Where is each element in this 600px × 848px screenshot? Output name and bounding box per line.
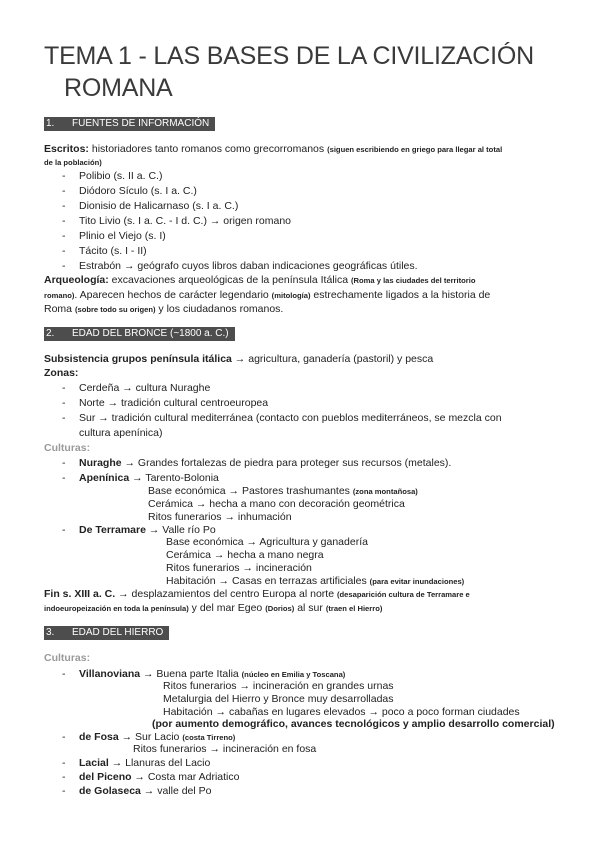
list-dash: - [62,170,66,182]
detail-note: (para evitar inundaciones) [369,577,465,586]
culture-name: de Golaseca [79,785,141,797]
fin-line-2 [44,602,382,615]
culture-name: Villanoviana [79,668,141,680]
detail-text: Base económica → Pastores trashumantes [148,485,353,497]
apeninica-ritos: Ritos funerarios → inhumación [148,511,292,523]
fin-label: Fin s. XIII a. C. [44,588,116,600]
fin-text: y del mar Egeo [188,602,266,614]
escritos-line [44,143,502,156]
arqueologia-line-2 [44,289,490,302]
culturas-hierro-label: Culturas: [44,652,91,664]
piceno-item [79,771,239,784]
list-dash: - [62,185,66,197]
escritos-text: historiadores tanto romanos como grecorromanos [88,143,328,155]
fin-note: (Dorios) [265,604,295,613]
list-dash: - [62,260,66,272]
arqueologia-text: y los ciudadanos romanos. [155,303,284,315]
section-heading-hierro [44,626,169,640]
terramare-ritos: Ritos funerarios → incineración [166,562,312,574]
culture-name: Apenínica [79,472,130,484]
arqueologia-text: excavaciones arqueológicas de la península Itálica [108,274,351,286]
author-item: Polibio (s. II a. C.) [79,170,163,182]
list-dash: - [62,457,66,469]
terramare-habitacion [166,575,464,588]
fin-note: indoeuropeización en toda la península) [44,604,189,613]
zonas-label: Zonas: [44,367,79,379]
villanoviana-metalurgia: Metalurgia del Hierro y Bronce muy desarrolladas [163,693,394,705]
escritos-label: Escritos: [44,143,89,155]
villanoviana-habitacion-note: (por aumento demográfico, avances tecnológicos y amplio desarrollo comercial) [152,718,555,730]
list-dash: - [62,757,66,769]
culture-name: De Terramare [79,524,146,536]
culture-text: → Llanuras del Lacio [108,757,211,769]
section-label: EDAD DEL BRONCE (~1800 a. C.) [72,328,229,339]
fin-note: (traen el Hierro) [325,604,383,613]
arqueologia-text: estrechamente ligados a la historia de [310,289,491,301]
zona-item-cont: cultura apenínica) [79,427,163,439]
villanoviana-habitacion: Habitación → cabañas en lugares elevados → poco a poco forman ciudades [163,706,520,718]
section-heading-bronce [44,327,235,341]
culture-name: Nuraghe [79,457,122,469]
list-dash: - [62,245,66,257]
subsistencia-text: → agricultura, ganadería (pastoril) y pesca [231,353,434,365]
list-dash: - [62,412,66,424]
zona-item: Sur → tradición cultural mediterránea (contacto con pueblos mediterráneos, se mezcla con [79,412,502,424]
terramare-base: Base económica → Agricultura y ganadería [166,536,368,548]
lacial-item [79,757,210,770]
culturas-label: Culturas: [44,442,91,454]
zona-item: Cerdeña → cultura Nuraghe [79,382,211,394]
arqueologia-line-3 [44,303,283,316]
culture-text: → Valle río Po [145,524,216,536]
culture-text: → Grandes fortalezas de piedra para proteger sus recursos (metales). [121,457,452,469]
arqueologia-text: Roma [44,303,75,315]
author-item: Dionisio de Halicarnaso (s. I a. C.) [79,200,239,212]
title-line-1: TEMA 1 - LAS BASES DE LA CIVILIZACIÓN [44,42,534,70]
nuraghe-item [79,457,451,470]
culture-note: (núcleo en Emilia y Toscana) [241,670,346,679]
list-dash: - [62,785,66,797]
list-dash: - [62,382,66,394]
subsistencia-label: Subsistencia grupos península itálica [44,353,232,365]
fin-line [44,588,470,601]
golaseca-item [79,785,212,798]
arqueologia-note: (Roma y las ciudades del territorio [351,276,476,285]
author-item: Plinio el Viejo (s. I) [79,230,166,242]
arqueologia-note: (sobre todo su origen) [74,305,156,314]
author-item: Diódoro Sículo (s. I a. C.) [79,185,197,197]
author-item: Estrabón → geógrafo cuyos libros daban indicaciones geográficas útiles. [79,260,418,272]
list-dash: - [62,215,66,227]
fin-note: (desaparición cultura de Terramare e [336,590,470,599]
fin-text: → desplazamientos del centro Europa al norte [115,588,337,600]
culture-text: → Buena parte Italia [140,668,242,680]
list-dash: - [62,524,66,536]
arqueologia-line [44,274,476,287]
page-title [44,40,584,104]
escritos-note: (siguen escribiendo en griego para llegar al total [327,145,503,154]
fosa-ritos: Ritos funerarios → incineración en fosa [133,743,317,755]
apeninica-base [148,485,418,498]
culture-name: Lacial [79,757,109,769]
detail-text: Habitación → Casas en terrazas artificiales [166,575,370,587]
terramare-ceramica: Cerámica → hecha a mano negra [166,549,324,561]
section-number: 2. [46,328,55,339]
section-number: 3. [46,627,55,638]
arqueologia-label: Arqueología: [44,274,109,286]
list-dash: - [62,472,66,484]
arqueologia-note: romano) [44,291,75,300]
list-dash: - [62,771,66,783]
list-dash: - [62,731,66,743]
author-item: Tito Livio (s. I a. C. - I d. C.) → origen romano [79,215,292,227]
zona-item: Norte → tradición cultural centroeuropea [79,397,269,409]
title-line-2: ROMANA [64,74,173,102]
detail-note: (zona montañosa) [352,487,418,496]
arqueologia-text: . Aparecen hechos de carácter legendario [74,289,272,301]
culture-text: → valle del Po [140,785,212,797]
culture-text: → Sur Lacio [118,731,183,743]
subsistencia-line [44,353,433,366]
culture-name: de Fosa [79,731,119,743]
section-number: 1. [46,118,55,129]
arqueologia-note: (mitología) [271,291,311,300]
apeninica-item [79,472,219,485]
section-label: FUENTES DE INFORMACIÓN [72,118,210,129]
villanoviana-ritos: Ritos funerarios → incineración en grandes urnas [163,680,394,692]
apeninica-ceramica: Cerámica → hecha a mano con decoración geométrica [148,498,405,510]
escritos-note-cont: de la población) [44,158,102,167]
culture-name: del Piceno [79,771,132,783]
culture-note: (costa Tirreno) [182,733,236,742]
list-dash: - [62,668,66,680]
culture-text: → Costa mar Adriatico [131,771,240,783]
section-heading-fuentes [44,117,215,131]
section-label: EDAD DEL HIERRO [72,627,164,638]
fin-text: al sur [294,602,326,614]
list-dash: - [62,200,66,212]
list-dash: - [62,230,66,242]
list-dash: - [62,397,66,409]
culture-text: → Tarento-Bolonia [129,472,219,484]
author-item: Tácito (s. I - II) [79,245,147,257]
